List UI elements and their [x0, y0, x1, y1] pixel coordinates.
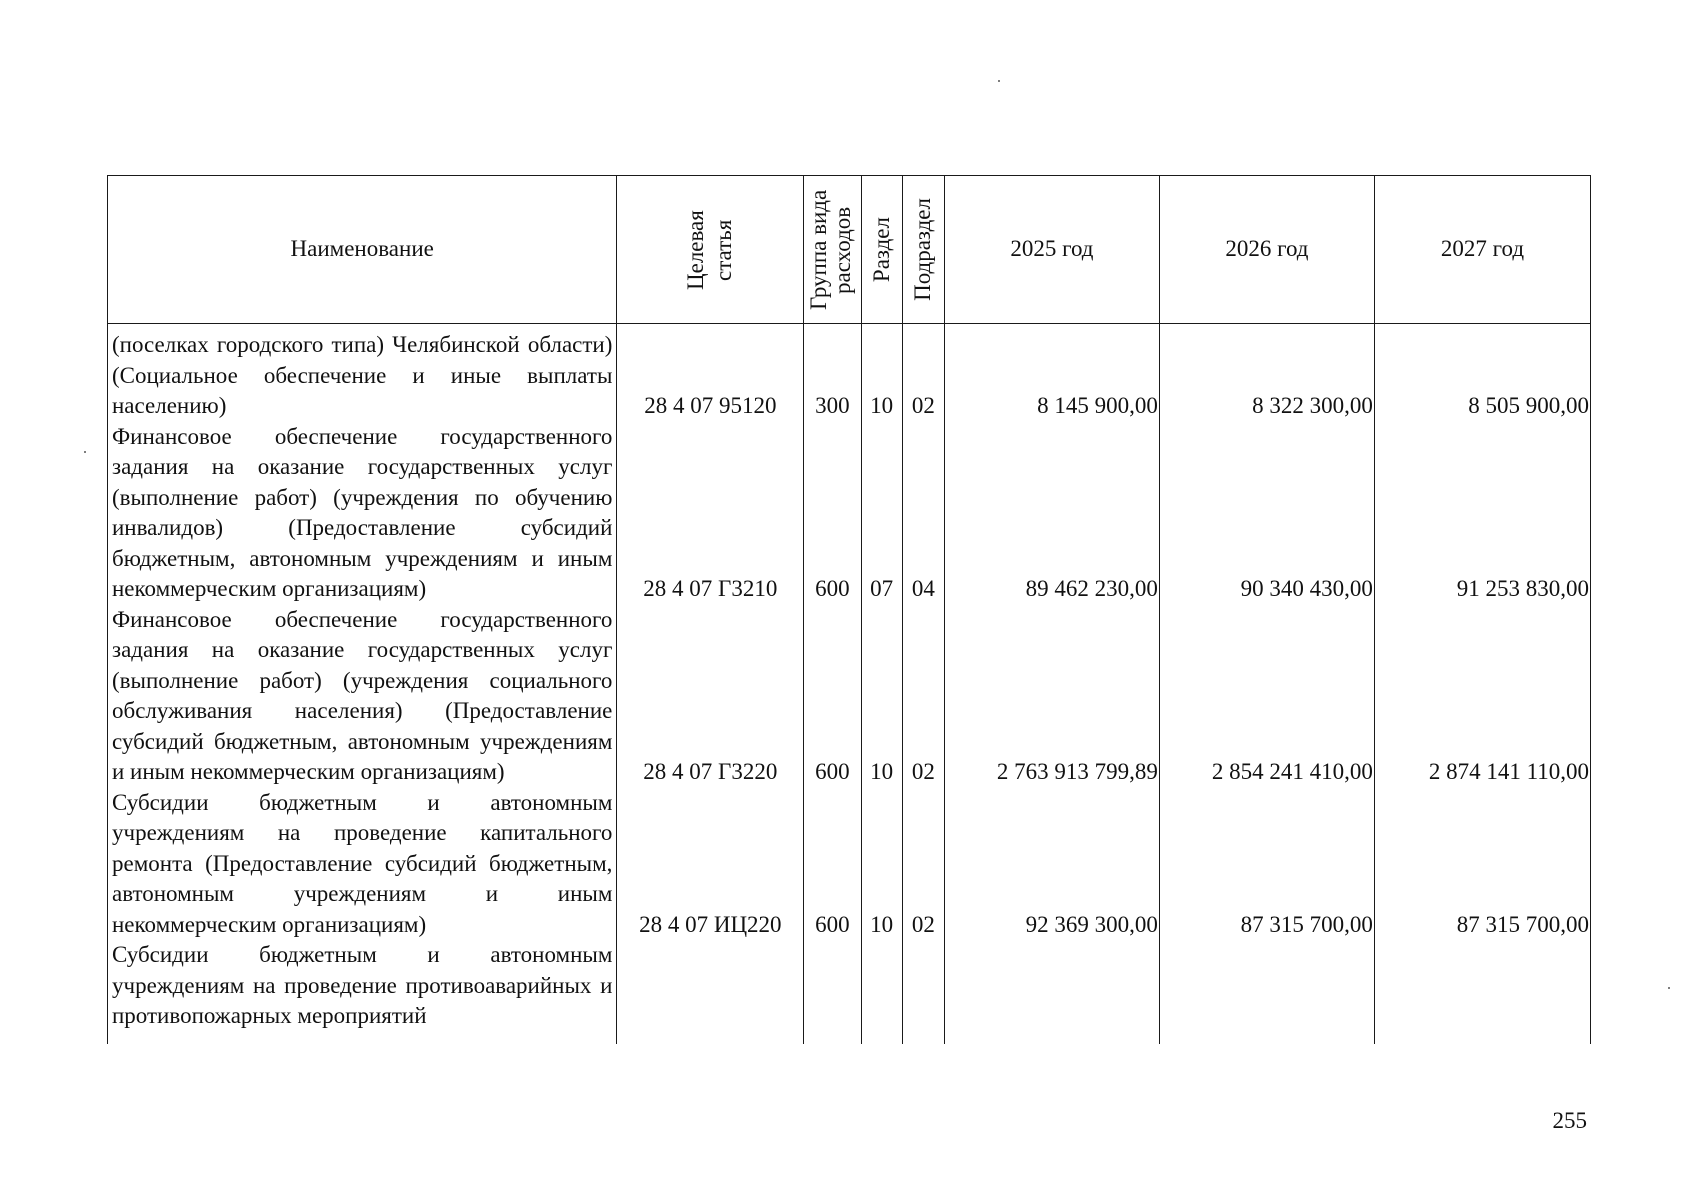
table-row: [108, 605, 1591, 788]
row-subsection: 02: [902, 605, 944, 788]
header-expense-group-label: Группа вида расходов: [806, 189, 856, 310]
header-section-label: Раздел: [868, 216, 894, 283]
row-amount-2026: 90 340 430,00: [1159, 422, 1374, 605]
header-subsection-label: Подраздел: [910, 198, 936, 301]
header-year-2026: [1159, 176, 1374, 324]
row-target-article: 28 4 07 Г3210: [617, 422, 804, 605]
row-name-text: Финансовое обеспечение государственного задания на оказание государственных услуг (выполнение работ) (учреждения по обучению инвалидов) (Предоставление субсидий бюджетным, автономным учреждениям и иным некоммерческим организациям): [112, 423, 613, 601]
row-name: [108, 605, 617, 788]
header-name: [108, 176, 617, 324]
header-subsection: [902, 176, 944, 324]
header-year-2027-label: 2027 год: [1440, 236, 1525, 262]
row-target-article: [617, 940, 804, 1044]
header-section: [861, 176, 902, 324]
header-target-article-label: Целевая статья: [683, 209, 737, 290]
row-amount-2027: [1374, 940, 1590, 1044]
row-amount-2027: 2 874 141 110,00: [1374, 605, 1590, 788]
row-name: [108, 940, 617, 1044]
row-subsection: 04: [902, 422, 944, 605]
header-target-article: [617, 176, 804, 324]
scan-speck: [998, 80, 1000, 82]
row-name: [108, 324, 617, 422]
row-section: 10: [861, 605, 902, 788]
scan-speck: [84, 451, 86, 453]
header-year-2025-label: 2025 год: [1010, 236, 1094, 262]
row-amount-2027: 87 315 700,00: [1374, 788, 1590, 941]
row-name-text: Субсидии бюджетным и автономным учреждениям на проведение противоаварийных и противопожарных мероприятий: [112, 942, 613, 1028]
header-name-label: Наименование: [290, 236, 434, 262]
row-target-article: 28 4 07 ИЦ220: [617, 788, 804, 941]
row-subsection: [902, 940, 944, 1044]
header-year-2026-label: 2026 год: [1225, 236, 1309, 262]
row-amount-2025: 89 462 230,00: [944, 422, 1159, 605]
row-amount-2027: 91 253 830,00: [1374, 422, 1590, 605]
row-name: [108, 788, 617, 941]
row-name-text: Финансовое обеспечение государственного задания на оказание государственных услуг (выполнение работ) (учреждения социального обслуживания населения) (Предоставление субсидий бюджетным, автономным учреждениям и иным некоммерческим организациям): [112, 606, 613, 784]
header-year-2027: [1374, 176, 1590, 324]
row-expense-group: 300: [804, 324, 861, 422]
row-expense-group: [804, 940, 861, 1044]
row-name-text: (поселках городского типа) Челябинской области) (Социальное обеспечение и иные выплаты населению): [112, 332, 613, 418]
row-section: 07: [861, 422, 902, 605]
row-amount-2026: 87 315 700,00: [1159, 788, 1374, 941]
table-header-row: [108, 176, 1591, 324]
row-subsection: 02: [902, 324, 944, 422]
row-expense-group: 600: [804, 788, 861, 941]
table-row: [108, 324, 1591, 422]
row-section: 10: [861, 324, 902, 422]
row-expense-group: 600: [804, 422, 861, 605]
budget-allocation-table: [107, 175, 1591, 1044]
row-expense-group: 600: [804, 605, 861, 788]
table-row: [108, 422, 1591, 605]
table-row: [108, 788, 1591, 941]
row-section: 10: [861, 788, 902, 941]
table-row: [108, 940, 1591, 1044]
row-name: [108, 422, 617, 605]
row-name-text: Субсидии бюджетным и автономным учреждениям на проведение капитального ремонта (Предоставление субсидий бюджетным, автономным учреждениям и иным некоммерческим организациям): [112, 789, 613, 937]
row-amount-2025: 8 145 900,00: [944, 324, 1159, 422]
header-year-2025: [944, 176, 1159, 324]
row-target-article: 28 4 07 95120: [617, 324, 804, 422]
row-amount-2027: 8 505 900,00: [1374, 324, 1590, 422]
row-section: [861, 940, 902, 1044]
row-amount-2026: [1159, 940, 1374, 1044]
row-amount-2025: 92 369 300,00: [944, 788, 1159, 941]
row-amount-2025: [944, 940, 1159, 1044]
scan-speck: [1668, 987, 1670, 989]
header-expense-group: [804, 176, 861, 324]
row-target-article: 28 4 07 Г3220: [617, 605, 804, 788]
row-amount-2026: 8 322 300,00: [1159, 324, 1374, 422]
row-amount-2026: 2 854 241 410,00: [1159, 605, 1374, 788]
row-amount-2025: 2 763 913 799,89: [944, 605, 1159, 788]
row-subsection: 02: [902, 788, 944, 941]
page-number: 255: [1552, 1108, 1587, 1133]
